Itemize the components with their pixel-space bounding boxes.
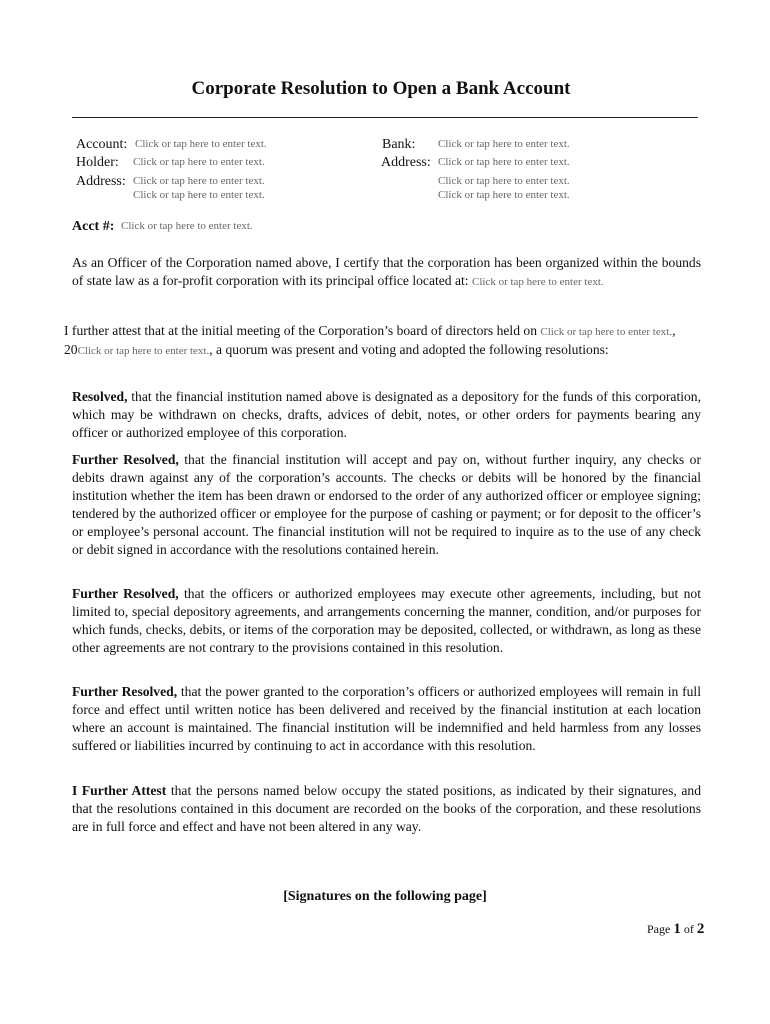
address-label: Address:	[76, 174, 126, 189]
page-of: of	[680, 922, 697, 936]
holder-label: Holder:	[76, 155, 119, 170]
officer-certification-paragraph	[72, 254, 701, 291]
resolution-3-lead: Further Resolved,	[72, 586, 179, 601]
resolution-1	[72, 388, 701, 442]
resolution-3-text: that the officers or authorized employees may execute other agreements, including, but not limited to, special depository agreements, and arrangements concerning the manner, condition, and/or purposes for which funds, checks, debits, or items of the corporation may be deposited, collected, or withdrawn, as long as these other agreements are not contrary to the provisions contained in this resolution.	[72, 586, 701, 655]
meeting-year-field[interactable]: Click or tap here to enter text.	[77, 345, 210, 357]
resolution-4-text: that the power granted to the corporation’s officers or authorized employees will remain in full force and effect until written notice has been delivered and received by the financial institution at each location where an account is maintained. The financial institution will be indemnified and held harmless from any losses suffered or liabilities incurred by continuing to act in accordance with this resolution.	[72, 684, 701, 753]
resolution-4-lead: Further Resolved,	[72, 684, 178, 699]
resolution-2	[72, 451, 701, 559]
bank-field[interactable]: Click or tap here to enter text.	[438, 138, 570, 150]
page-prefix: Page	[647, 922, 674, 936]
account-label: Account:	[76, 137, 128, 152]
page-total: 2	[696, 921, 705, 937]
resolution-2-text: that the financial institution will accept and pay on, without further inquiry, any checks or debits drawn against any of the corporation’s accounts. The checks or debits will be honored by the financial institution whether the item has been drawn or endorsed to the order of any authorized officer or employee signing; tendered by the authorized officer or employee for the purpose of cashing or payment; or for deposit to the officer’s or employee’s personal account. The financial institution will not be required to inquire as to the use of any check or debit signed in accordance with the resolutions contained herein.	[72, 452, 701, 557]
resolution-2-lead: Further Resolved,	[72, 452, 179, 467]
resolution-3	[72, 585, 701, 657]
holder-field[interactable]: Click or tap here to enter text.	[133, 156, 265, 168]
bank-address-field-line3[interactable]: Click or tap here to enter text.	[438, 189, 570, 201]
signatures-note: [Signatures on the following page]	[283, 889, 487, 904]
resolution-4	[72, 683, 701, 755]
officer-certification-text: As an Officer of the Corporation named above, I certify that the corporation has been organized within the bounds of state law as a for-profit corporation with its principal office located at:	[72, 255, 701, 288]
bank-label: Bank:	[382, 137, 416, 152]
further-attest-text: that the persons named below occupy the stated positions, as indicated by their signatures, and that the resolutions contained in this document are recorded on the books of the corporation, and these resolutions are in full force and effect and have not been altered in any way.	[72, 783, 701, 834]
bank-address-label: Address:	[381, 155, 431, 170]
meeting-attestation-paragraph	[64, 322, 694, 360]
bank-address-field-line2[interactable]: Click or tap here to enter text.	[438, 175, 570, 187]
bank-address-field-line1[interactable]: Click or tap here to enter text.	[438, 156, 570, 168]
address-field-line1[interactable]: Click or tap here to enter text.	[133, 175, 265, 187]
acct-number-label: Acct #:	[72, 219, 115, 234]
account-field[interactable]: Click or tap here to enter text.	[135, 138, 267, 150]
resolution-1-text: that the financial institution named above is designated as a depository for the funds of this corporation, which may be withdrawn on checks, drafts, advices of debit, notes, or other orders for payments bearing any officer or authorized employee of this corporation.	[72, 389, 701, 440]
attest-text-part3: , a quorum was present and voting and adopted the following resolutions:	[209, 342, 609, 357]
attest-text-part1: I further attest that at the initial meeting of the Corporation’s board of directors held on	[64, 323, 541, 338]
address-field-line2[interactable]: Click or tap here to enter text.	[133, 189, 265, 201]
attest-text-part2: , 20	[64, 323, 676, 357]
further-attest-paragraph	[72, 782, 701, 836]
meeting-date-field[interactable]: Click or tap here to enter text.	[540, 326, 673, 338]
title-divider	[72, 117, 698, 118]
document-title: Corporate Resolution to Open a Bank Account	[191, 78, 571, 99]
resolution-1-lead: Resolved,	[72, 389, 128, 404]
page-current: 1	[673, 921, 681, 937]
page-number	[647, 921, 704, 938]
acct-number-field[interactable]: Click or tap here to enter text.	[121, 220, 253, 232]
further-attest-lead: I Further Attest	[72, 783, 167, 798]
principal-office-field[interactable]: Click or tap here to enter text.	[471, 276, 604, 288]
